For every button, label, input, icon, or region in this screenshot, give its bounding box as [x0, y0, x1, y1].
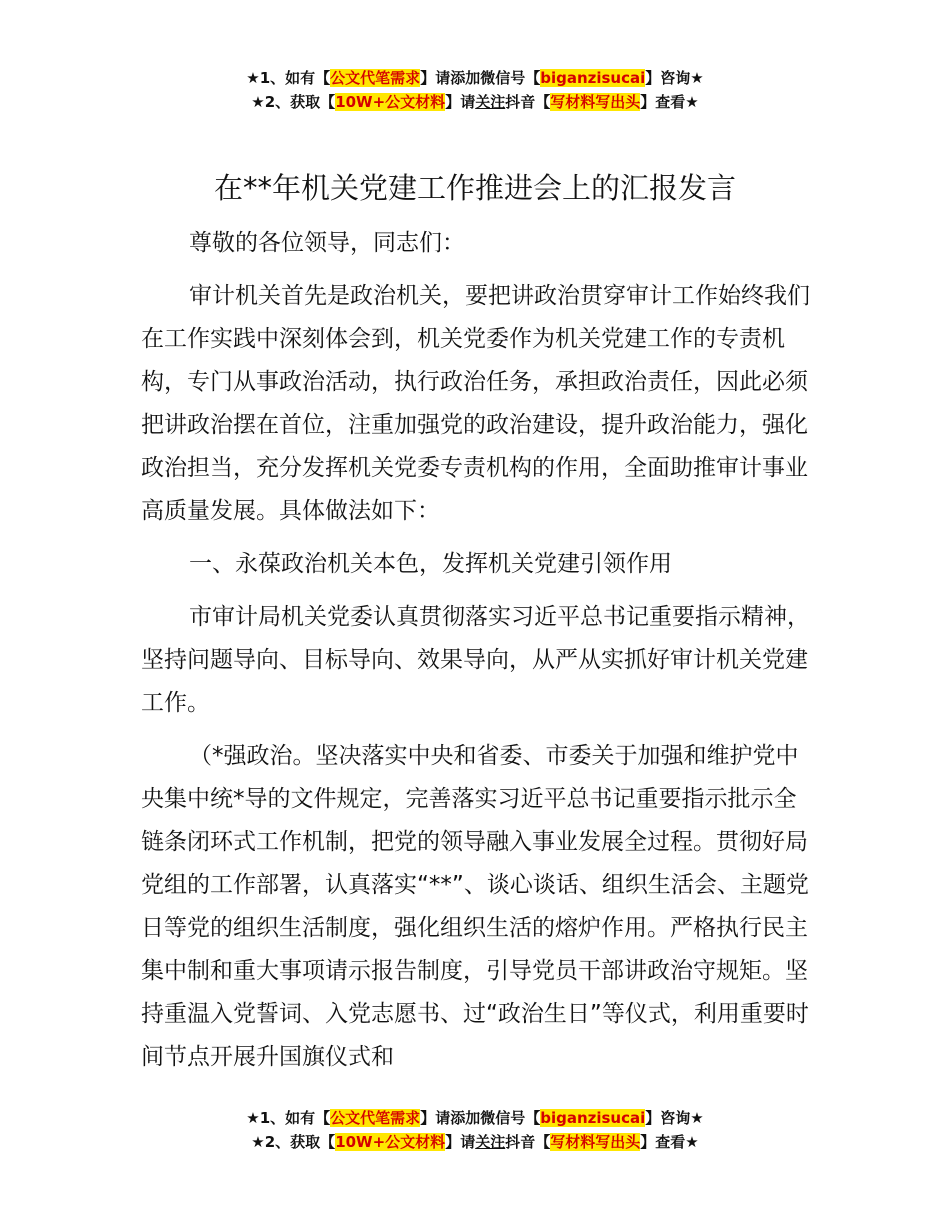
banner-text: ★1、如有【	[246, 1109, 331, 1127]
banner-underlined-text: 关注	[475, 1133, 506, 1151]
highlight-materials: 10W+公文材料	[335, 1133, 446, 1151]
highlight-service: 公文代笔需求	[330, 69, 421, 87]
salutation: 尊敬的各位领导，同志们：	[189, 230, 465, 256]
highlight-materials: 10W+公文材料	[335, 93, 446, 111]
section-heading: 一、永葆政治机关本色，发挥机关党建引领作用	[189, 551, 672, 577]
banner-text: 抖音【	[505, 1133, 551, 1151]
highlight-wechat-id: biganzisucai	[540, 1109, 646, 1127]
banner-text: 抖音【	[505, 93, 551, 111]
document-title: 在**年机关党建工作推进会上的汇报发言	[213, 171, 736, 205]
paragraph: 市审计局机关党委认真贯彻落实习近平总书记重要指示精神，坚持问题导向、目标导向、效果导向，从严从实抓好审计机关党建工作。	[141, 604, 810, 716]
banner-text: 】咨询★	[645, 1109, 704, 1127]
header-banner	[0, 66, 950, 114]
banner-text: ★2、获取【	[251, 93, 336, 111]
footer-banner	[0, 1106, 950, 1154]
document-body	[141, 222, 817, 1089]
banner-text: 】咨询★	[645, 69, 704, 87]
banner-underlined-text: 关注	[475, 93, 506, 111]
paragraph: 审计机关首先是政治机关，要把讲政治贯穿审计工作始终我们在工作实践中深刻体会到，机关党委作为机关党建工作的专责机构，专门从事政治活动，执行政治任务，承担政治责任，因此必须把讲政治摆在首位，注重加强党的政治建设，提升政治能力，强化政治担当，充分发挥机关党委专责机构的作用，全面助推审计事业高质量发展。具体做法如下：	[141, 283, 810, 524]
banner-text: ★1、如有【	[246, 69, 331, 87]
highlight-douyin: 写材料写出头	[550, 1133, 641, 1151]
highlight-service: 公文代笔需求	[330, 1109, 421, 1127]
highlight-wechat-id: biganzisucai	[540, 69, 646, 87]
banner-line-1	[0, 1106, 950, 1130]
banner-text: 】请	[445, 93, 476, 111]
banner-text: 】请添加微信号【	[420, 1109, 541, 1127]
banner-text: 】请添加微信号【	[420, 69, 541, 87]
banner-line-2	[0, 90, 950, 114]
highlight-douyin: 写材料写出头	[550, 93, 641, 111]
banner-text: 】查看★	[640, 93, 699, 111]
banner-line-1	[0, 66, 950, 90]
paragraph: （*强政治。坚决落实中央和省委、市委关于加强和维护党中央集中统*导的文件规定，完善落实习近平总书记重要指示批示全链条闭环式工作机制，把党的领导融入事业发展全过程。贯彻好局党组的工作部署，认真落实“**”、谈心谈话、组织生活会、主题党日等党的组织生活制度，强化组织生活的熔炉作用。严格执行民主集中制和重大事项请示报告制度，引导党员干部讲政治守规矩。坚持重温入党誓词、入党志愿书、过“政治生日”等仪式，利用重要时间节点开展升国旗仪式和	[141, 743, 809, 1070]
banner-text: 】查看★	[640, 1133, 699, 1151]
banner-line-2	[0, 1130, 950, 1154]
banner-text: 】请	[445, 1133, 476, 1151]
banner-text: ★2、获取【	[251, 1133, 336, 1151]
